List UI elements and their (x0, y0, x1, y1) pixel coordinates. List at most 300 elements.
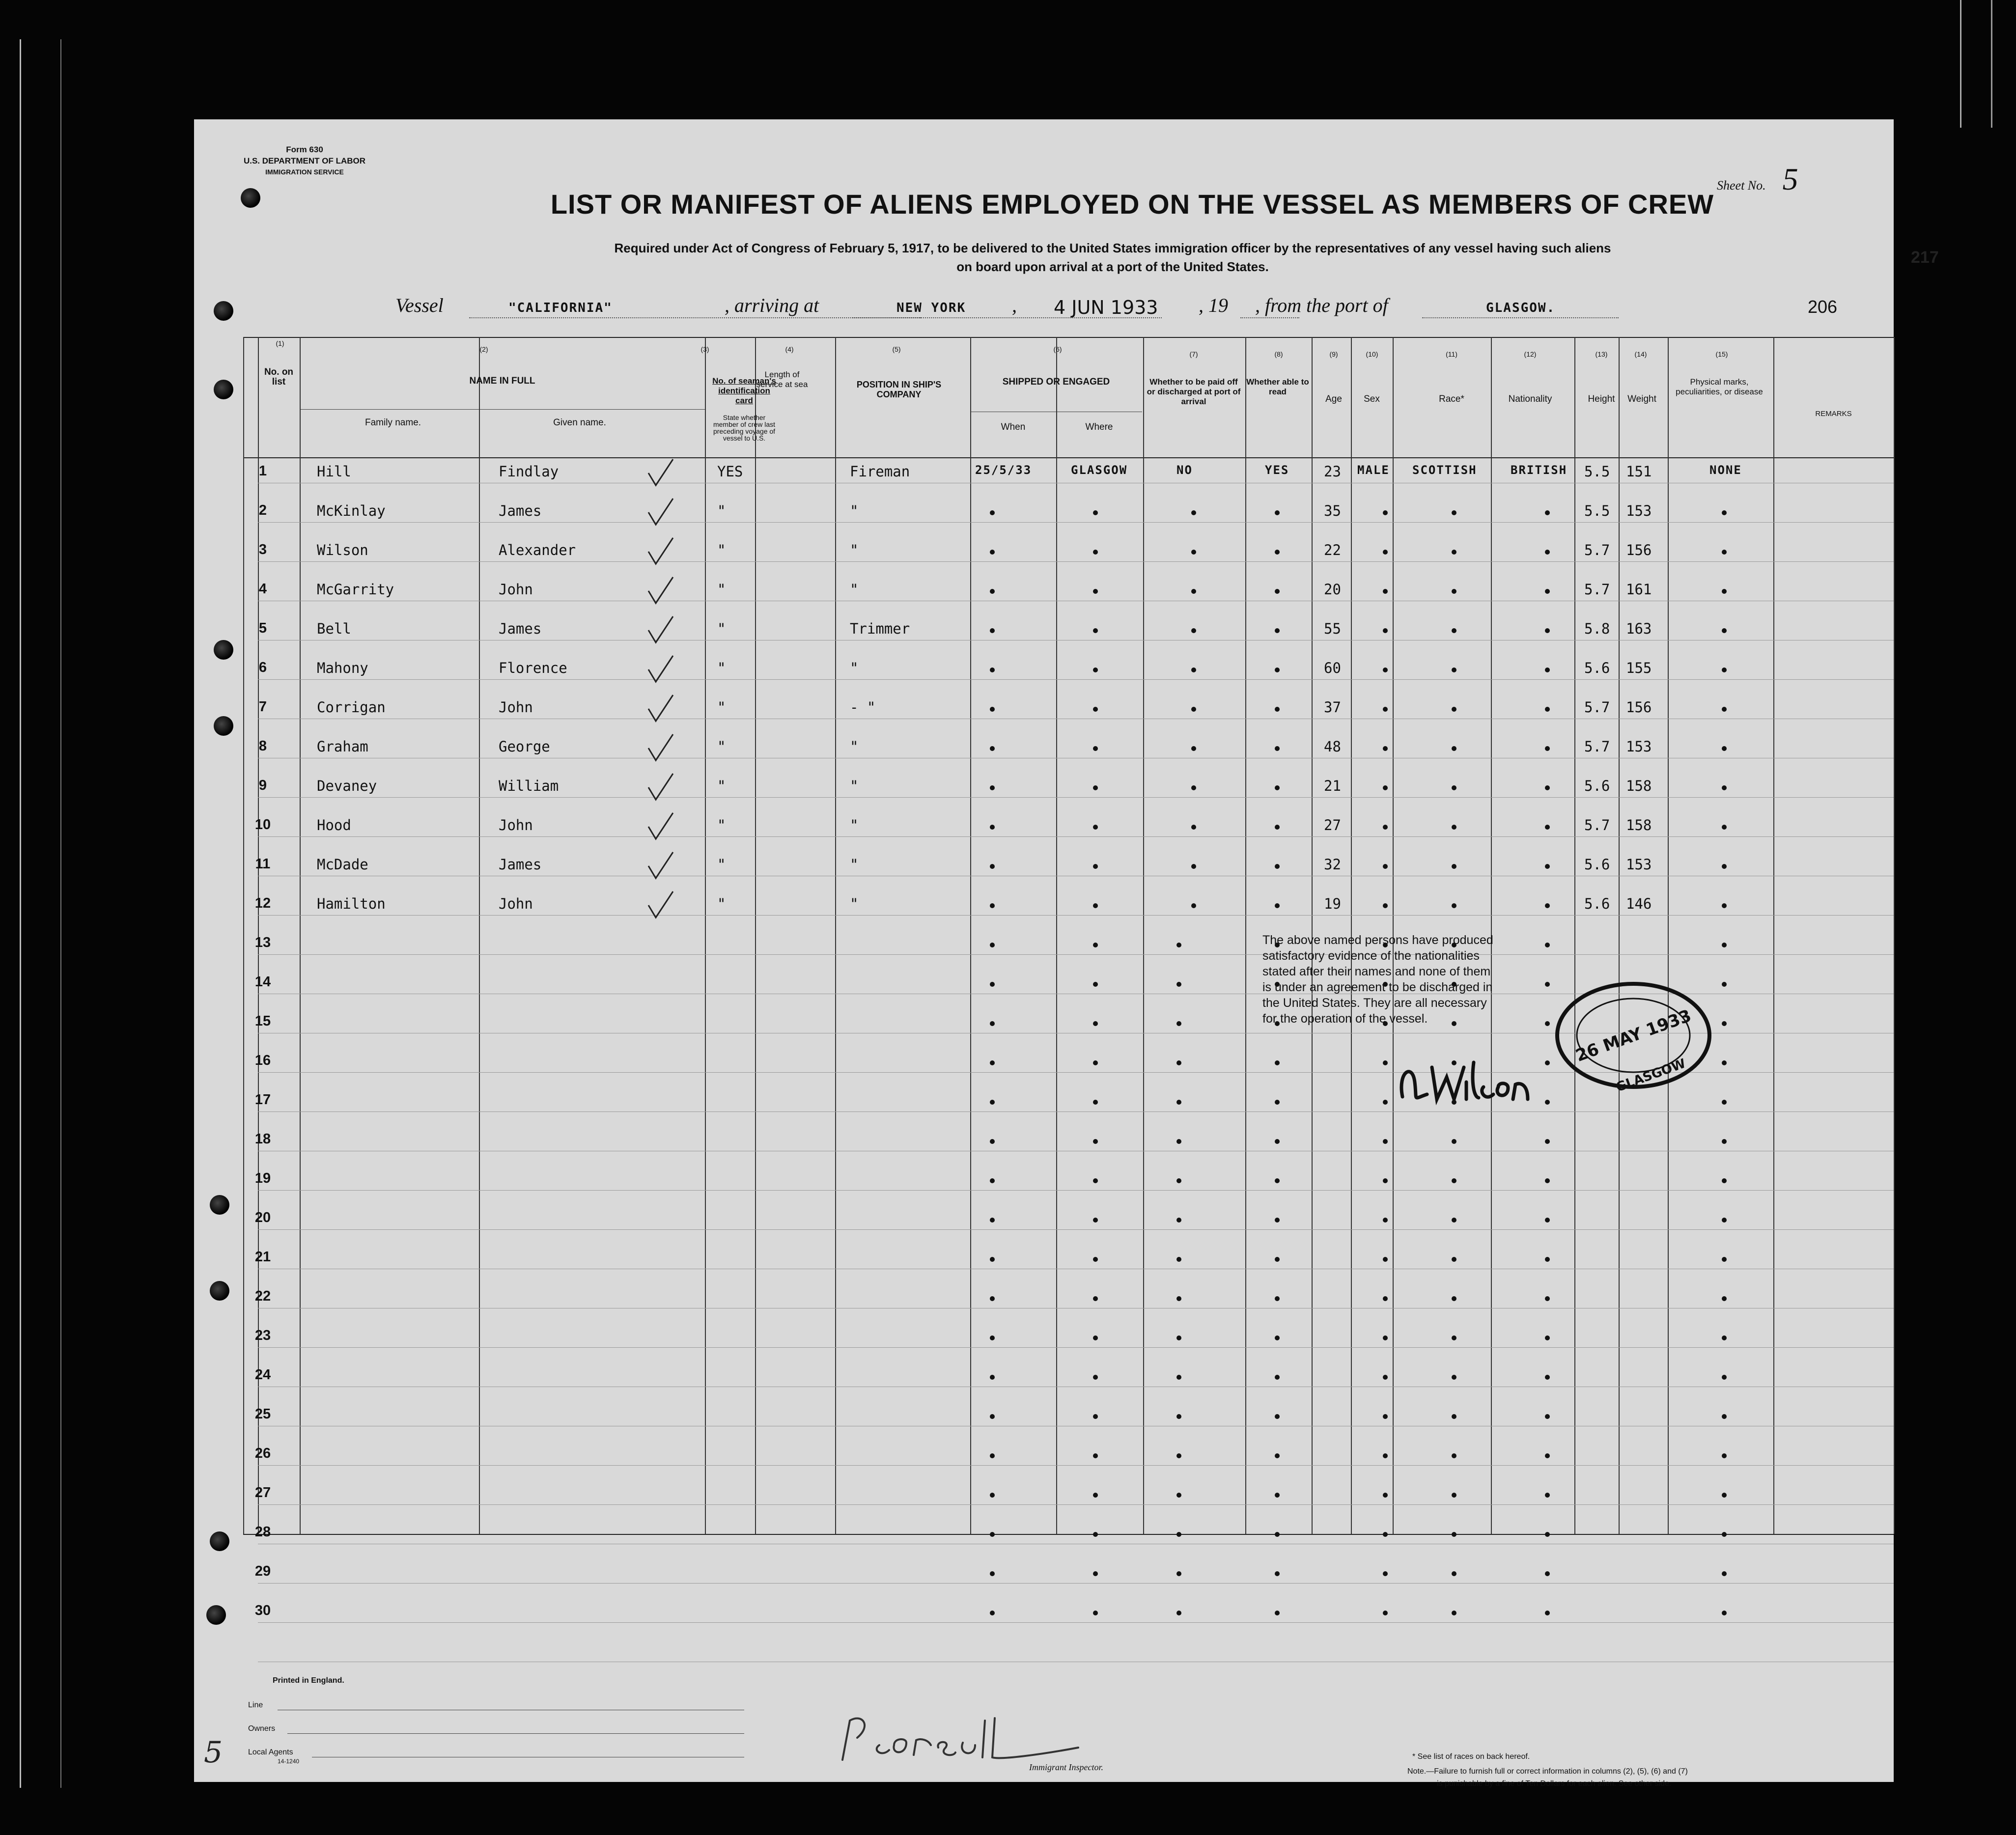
ditto-mark (1383, 667, 1388, 672)
cell-age: 60 (1324, 660, 1341, 676)
ditto-mark (1383, 550, 1388, 555)
ditto-mark (1093, 825, 1098, 830)
crew-table (194, 119, 1894, 1782)
stamp-place: GLASGOW (1614, 1056, 1688, 1095)
header-id-card-note: State whether member of crew last preceding voyage of vessel to U.S. (713, 414, 776, 442)
column-rule (1668, 337, 1669, 1534)
ditto-mark (1176, 1218, 1181, 1223)
ditto-mark (1383, 1060, 1388, 1065)
statement-line-3: stated after their names and none of them (1262, 965, 1491, 978)
cell-age: 20 (1324, 581, 1341, 598)
checkmark-icon (646, 773, 675, 802)
ditto-mark (1383, 628, 1388, 633)
ditto-mark (990, 707, 995, 712)
ditto-mark (1452, 589, 1456, 594)
header-no-on-list: No. on list (264, 367, 294, 387)
sheet-number: 5 (1782, 162, 1798, 196)
ditto-mark (1275, 1218, 1280, 1223)
checkmark-icon (646, 655, 675, 684)
ditto-mark (1275, 550, 1280, 555)
ditto-mark (1275, 1178, 1280, 1183)
ditto-mark (1176, 943, 1181, 947)
ditto-mark (1545, 943, 1550, 947)
ditto-mark (1093, 1493, 1098, 1498)
cell-weight: 155 (1626, 660, 1652, 676)
ditto-mark (1452, 1611, 1456, 1615)
cell-race: SCOTTISH (1412, 463, 1477, 477)
ditto-mark (1093, 589, 1098, 594)
ditto-mark (1176, 1100, 1181, 1105)
ditto-mark (990, 550, 995, 555)
empty-row-number: 20 (254, 1210, 271, 1225)
ditto-mark (1722, 864, 1727, 869)
ditto-mark (990, 903, 995, 908)
subtitle-line-1: Required under Act of Congress of February 5, 1917, to be delivered to the United States immigration officer by the representatives of any vessel having such aliens (614, 241, 1611, 255)
header-paid-off: Whether to be paid off or discharged at port of arrival (1147, 377, 1241, 406)
ditto-mark (1722, 1296, 1727, 1301)
cell-height: 5.6 (1584, 778, 1610, 794)
cell-age: 22 (1324, 542, 1341, 558)
ditto-mark (1383, 903, 1388, 908)
ditto-mark (1383, 1139, 1388, 1144)
ditto-mark (1191, 628, 1196, 633)
ditto-mark (1093, 746, 1098, 751)
cell-position: " (850, 581, 859, 598)
column-rule (243, 337, 244, 1534)
master-signature (1393, 1053, 1545, 1112)
col-num-2: (2) (479, 345, 488, 353)
ditto-mark (1093, 1021, 1098, 1026)
ditto-mark (1545, 550, 1550, 555)
column-rule (1894, 337, 1895, 1534)
row-rule (258, 1190, 1894, 1191)
ditto-mark (1383, 825, 1388, 830)
ditto-mark (990, 589, 995, 594)
ditto-mark (1722, 1493, 1727, 1498)
cell-family: Corrigan (317, 699, 386, 716)
owners-label: Owners (248, 1724, 276, 1733)
ditto-mark (990, 628, 995, 633)
header-remarks: REMARKS (1815, 410, 1852, 418)
column-rule (300, 337, 301, 1534)
ditto-mark (1545, 1139, 1550, 1144)
checkmark-icon (646, 851, 675, 881)
ditto-mark (1176, 1296, 1181, 1301)
ditto-mark (1176, 1257, 1181, 1262)
cell-given: James (499, 620, 542, 637)
cell-family: Bell (317, 620, 351, 637)
statement-line-4: is under an agreement to be discharged in (1262, 980, 1493, 994)
statement-line-1: The above named persons have produced (1262, 933, 1493, 947)
col-num-8: (8) (1274, 350, 1283, 358)
checkmark-icon (646, 890, 675, 920)
ditto-mark (1545, 1296, 1550, 1301)
cell-height: 5.7 (1584, 699, 1610, 716)
cell-family: McKinlay (317, 502, 386, 519)
row-rule (258, 1465, 1894, 1466)
cell-height: 5.7 (1584, 738, 1610, 755)
ditto-mark (1383, 1100, 1388, 1105)
ditto-mark (1545, 1100, 1550, 1105)
cell-family: Hamilton (317, 895, 386, 912)
ditto-mark (990, 1296, 995, 1301)
ditto-mark (1545, 785, 1550, 790)
ditto-mark (1722, 746, 1727, 751)
inspector-label: Immigrant Inspector. (1029, 1762, 1103, 1772)
cell-age: 37 (1324, 699, 1341, 716)
ditto-mark (1093, 1414, 1098, 1419)
form-code: 14-1240 (278, 1758, 300, 1765)
ditto-mark (1275, 1335, 1280, 1340)
ditto-mark (990, 1375, 995, 1380)
inspector-signature (833, 1711, 1088, 1765)
ditto-mark (1722, 667, 1727, 672)
empty-row-number: 19 (254, 1170, 271, 1186)
row-rule (258, 954, 1894, 955)
col-num-15: (15) (1715, 350, 1728, 358)
cell-prev: YES (717, 463, 743, 480)
cell-given: John (499, 895, 533, 912)
ditto-mark (1093, 1375, 1098, 1380)
ditto-mark (1383, 1375, 1388, 1380)
ditto-mark (1191, 864, 1196, 869)
cell-prev: " (717, 542, 726, 558)
ditto-mark (1191, 589, 1196, 594)
cell-paid: NO (1176, 463, 1193, 477)
cell-position: - " (850, 699, 876, 716)
ditto-mark (1191, 707, 1196, 712)
cell-no: 1 (258, 463, 267, 479)
ditto-mark (1383, 1532, 1388, 1537)
ditto-mark (1452, 667, 1456, 672)
ditto-mark (1275, 510, 1280, 515)
ditto-mark (1545, 1021, 1550, 1026)
cell-prev: " (717, 699, 726, 716)
ditto-mark (990, 1493, 995, 1498)
cell-given: William (499, 778, 559, 794)
cell-height: 5.8 (1584, 620, 1610, 637)
ditto-mark (1545, 746, 1550, 751)
ditto-mark (1545, 1257, 1550, 1262)
cell-position: Trimmer (850, 620, 910, 637)
ditto-mark (1176, 1335, 1181, 1340)
ditto-mark (1093, 1571, 1098, 1576)
ditto-mark (1722, 628, 1727, 633)
ditto-mark (1093, 1139, 1098, 1144)
cell-prev: " (717, 817, 726, 834)
cell-prev: " (717, 778, 726, 794)
ditto-mark (1452, 1532, 1456, 1537)
header-length-service: Length of service at sea (756, 370, 808, 389)
ditto-mark (1722, 1375, 1727, 1380)
ditto-mark (1452, 510, 1456, 515)
ditto-mark (1452, 628, 1456, 633)
ditto-mark (1093, 628, 1098, 633)
ditto-mark (1191, 510, 1196, 515)
cell-sex: MALE (1357, 463, 1390, 477)
ditto-mark (1275, 1100, 1280, 1105)
ditto-mark (990, 1021, 995, 1026)
ditto-mark (1191, 667, 1196, 672)
side-number: 217 (1911, 248, 1939, 267)
ditto-mark (1452, 1178, 1456, 1183)
cell-no: 3 (258, 542, 267, 557)
cell-no: 12 (254, 895, 271, 911)
cell-nationality: BRITISH (1511, 463, 1568, 477)
ditto-mark (1383, 510, 1388, 515)
department-name: U.S. DEPARTMENT OF LABOR (243, 156, 366, 166)
ditto-mark (1452, 746, 1456, 751)
ditto-mark (1452, 1493, 1456, 1498)
ditto-mark (1275, 1257, 1280, 1262)
ditto-mark (1722, 785, 1727, 790)
ditto-mark (1383, 1335, 1388, 1340)
vessel-name: "CALIFORNIA" (508, 301, 613, 315)
ditto-mark (1383, 1453, 1388, 1458)
ditto-mark (1191, 746, 1196, 751)
race-note: * See list of races on back hereof. (1412, 1752, 1530, 1761)
local-agents-label: Local Agents (248, 1748, 293, 1756)
ditto-mark (1275, 1611, 1280, 1615)
ditto-mark (1093, 510, 1098, 515)
row-rule (258, 1229, 1894, 1230)
ditto-mark (1093, 1178, 1098, 1183)
ditto-mark (1545, 1611, 1550, 1615)
manifest-document (194, 119, 1939, 1788)
cell-height: 5.7 (1584, 542, 1610, 558)
ditto-mark (1452, 864, 1456, 869)
header-nationality: Nationality (1508, 394, 1552, 404)
cell-family: McDade (317, 856, 368, 873)
ditto-mark (1383, 1493, 1388, 1498)
column-rule (755, 337, 756, 1534)
ditto-mark (1452, 1571, 1456, 1576)
col-num-4: (4) (785, 345, 794, 353)
cell-age: 21 (1324, 778, 1341, 794)
cell-weight: 153 (1626, 856, 1652, 873)
cell-height: 5.7 (1584, 581, 1610, 598)
column-rule (1773, 337, 1774, 1534)
ditto-mark (1383, 1257, 1388, 1262)
cell-family: Mahony (317, 660, 368, 676)
ditto-mark (1545, 707, 1550, 712)
cell-age: 55 (1324, 620, 1341, 637)
ditto-mark (1545, 1178, 1550, 1183)
ditto-mark (1176, 1532, 1181, 1537)
ditto-mark (1383, 1571, 1388, 1576)
ditto-mark (1722, 707, 1727, 712)
ditto-mark (1545, 510, 1550, 515)
ditto-mark (1093, 982, 1098, 987)
ditto-mark (1275, 825, 1280, 830)
ditto-mark (1722, 1414, 1727, 1419)
ditto-mark (1176, 1493, 1181, 1498)
cell-no: 4 (258, 581, 267, 597)
row-rule (258, 1583, 1894, 1584)
empty-row-number: 27 (254, 1485, 271, 1501)
ditto-mark (1452, 1296, 1456, 1301)
cell-height: 5.6 (1584, 856, 1610, 873)
ditto-mark (1545, 903, 1550, 908)
line-label: Line (248, 1701, 263, 1709)
cell-given: George (499, 738, 550, 755)
ditto-mark (1545, 1571, 1550, 1576)
ditto-mark (1452, 1335, 1456, 1340)
cell-weight: 158 (1626, 817, 1652, 834)
ditto-mark (1383, 1296, 1388, 1301)
ditto-mark (990, 982, 995, 987)
cell-no: 7 (258, 699, 267, 715)
ditto-mark (1722, 1139, 1727, 1144)
empty-row-number: 30 (254, 1603, 271, 1618)
cell-read: YES (1265, 463, 1289, 477)
cell-family: Graham (317, 738, 368, 755)
ditto-mark (1383, 864, 1388, 869)
empty-row-number: 23 (254, 1328, 271, 1343)
ditto-mark (1722, 1021, 1727, 1026)
cell-given: John (499, 581, 533, 598)
row-rule (258, 836, 1894, 837)
ditto-mark (990, 1571, 995, 1576)
empty-row-number: 26 (254, 1446, 271, 1461)
col-num-5: (5) (892, 345, 901, 353)
ditto-mark (1545, 1493, 1550, 1498)
checkmark-icon (646, 694, 675, 723)
col-num-3: (3) (700, 345, 709, 353)
ditto-mark (990, 1100, 995, 1105)
ditto-mark (1275, 864, 1280, 869)
statement-line-5: the United States. They are all necessary (1262, 996, 1487, 1010)
col-num-12: (12) (1524, 350, 1537, 358)
ditto-mark (1093, 1060, 1098, 1065)
cell-family: McGarrity (317, 581, 394, 598)
ditto-mark (1275, 903, 1280, 908)
header-sex: Sex (1364, 394, 1380, 404)
ditto-mark (1722, 1453, 1727, 1458)
ditto-mark (1545, 825, 1550, 830)
comma-separator: , (1012, 294, 1017, 316)
nationality-statement (1262, 932, 1493, 1027)
ditto-mark (1452, 1218, 1456, 1223)
cell-given: Findlay (499, 463, 559, 480)
ditto-mark (1722, 1335, 1727, 1340)
arriving-label: , arriving at (725, 294, 819, 316)
ditto-mark (1093, 1453, 1098, 1458)
column-rule (1619, 337, 1620, 1534)
ditto-mark (990, 1335, 995, 1340)
ditto-mark (1452, 825, 1456, 830)
ditto-mark (1176, 1414, 1181, 1419)
cell-age: 48 (1324, 738, 1341, 755)
cell-height: 5.5 (1584, 502, 1610, 519)
cell-given: John (499, 699, 533, 716)
cell-prev: " (717, 581, 726, 598)
ditto-mark (990, 1453, 995, 1458)
ditto-mark (990, 667, 995, 672)
ditto-mark (1722, 589, 1727, 594)
row-rule (258, 561, 1894, 562)
ditto-mark (1722, 1218, 1727, 1223)
ditto-mark (1452, 1139, 1456, 1144)
ditto-mark (1093, 550, 1098, 555)
cell-position: " (850, 738, 859, 755)
row-rule (258, 1622, 1894, 1623)
header-shipped: SHIPPED OR ENGAGED (1002, 377, 1110, 387)
cell-age: 19 (1324, 895, 1341, 912)
column-rule (1245, 337, 1246, 1534)
page-title: LIST OR MANIFEST OF ALIENS EMPLOYED ON THE VESSEL AS MEMBERS OF CREW (550, 189, 1714, 220)
ditto-mark (1275, 1296, 1280, 1301)
ditto-mark (990, 746, 995, 751)
ditto-mark (1722, 943, 1727, 947)
ditto-mark (1722, 550, 1727, 555)
cell-height: 5.5 (1584, 463, 1610, 480)
ditto-mark (1176, 1021, 1181, 1026)
column-rule (1574, 337, 1575, 1534)
col-num-10: (10) (1366, 350, 1378, 358)
column-rule (835, 337, 836, 1534)
ditto-mark (1176, 1375, 1181, 1380)
checkmark-icon (646, 733, 675, 763)
row-rule (258, 679, 1894, 680)
service-name: IMMIGRATION SERVICE (265, 168, 344, 176)
ditto-mark (990, 1532, 995, 1537)
ditto-mark (1176, 1060, 1181, 1065)
empty-row-number: 16 (254, 1053, 271, 1068)
col-num-6: (6) (1053, 345, 1062, 353)
header-physical-marks: Physical marks, peculiarities, or disease (1676, 377, 1763, 396)
cell-weight: 158 (1626, 778, 1652, 794)
ditto-mark (1275, 746, 1280, 751)
col-num-13: (13) (1595, 350, 1608, 358)
row-rule (258, 1347, 1894, 1348)
header-position: POSITION IN SHIP'S COMPANY (856, 380, 942, 399)
film-strip-edge (20, 39, 61, 1788)
ditto-mark (1545, 667, 1550, 672)
cell-age: 35 (1324, 502, 1341, 519)
statement-line-6: for the operation of the vessel. (1262, 1012, 1428, 1026)
ditto-mark (990, 1060, 995, 1065)
ditto-mark (1093, 943, 1098, 947)
cell-position: " (850, 502, 859, 519)
ditto-mark (1093, 785, 1098, 790)
ditto-mark (1093, 1218, 1098, 1223)
cell-given: Alexander (499, 542, 576, 558)
col-num-9: (9) (1329, 350, 1338, 358)
cell-prev: " (717, 660, 726, 676)
cell-position: Fireman (850, 463, 910, 480)
ditto-mark (1452, 550, 1456, 555)
cell-position: " (850, 817, 859, 834)
cell-family: Hood (317, 817, 351, 834)
ditto-mark (1093, 1335, 1098, 1340)
cell-weight: 153 (1626, 738, 1652, 755)
empty-row-number: 25 (254, 1406, 271, 1422)
row-rule (258, 1504, 1894, 1505)
header-where: Where (1085, 422, 1113, 432)
ditto-mark (1176, 1611, 1181, 1615)
ditto-mark (1275, 1493, 1280, 1498)
row-rule (258, 522, 1894, 523)
empty-row-number: 22 (254, 1288, 271, 1304)
ditto-mark (1545, 589, 1550, 594)
form-number: Form 630 (286, 145, 323, 154)
ditto-mark (1275, 1571, 1280, 1576)
cell-age: 23 (1324, 463, 1341, 480)
ditto-mark (990, 1139, 995, 1144)
ditto-mark (1275, 1453, 1280, 1458)
ditto-mark (1275, 707, 1280, 712)
